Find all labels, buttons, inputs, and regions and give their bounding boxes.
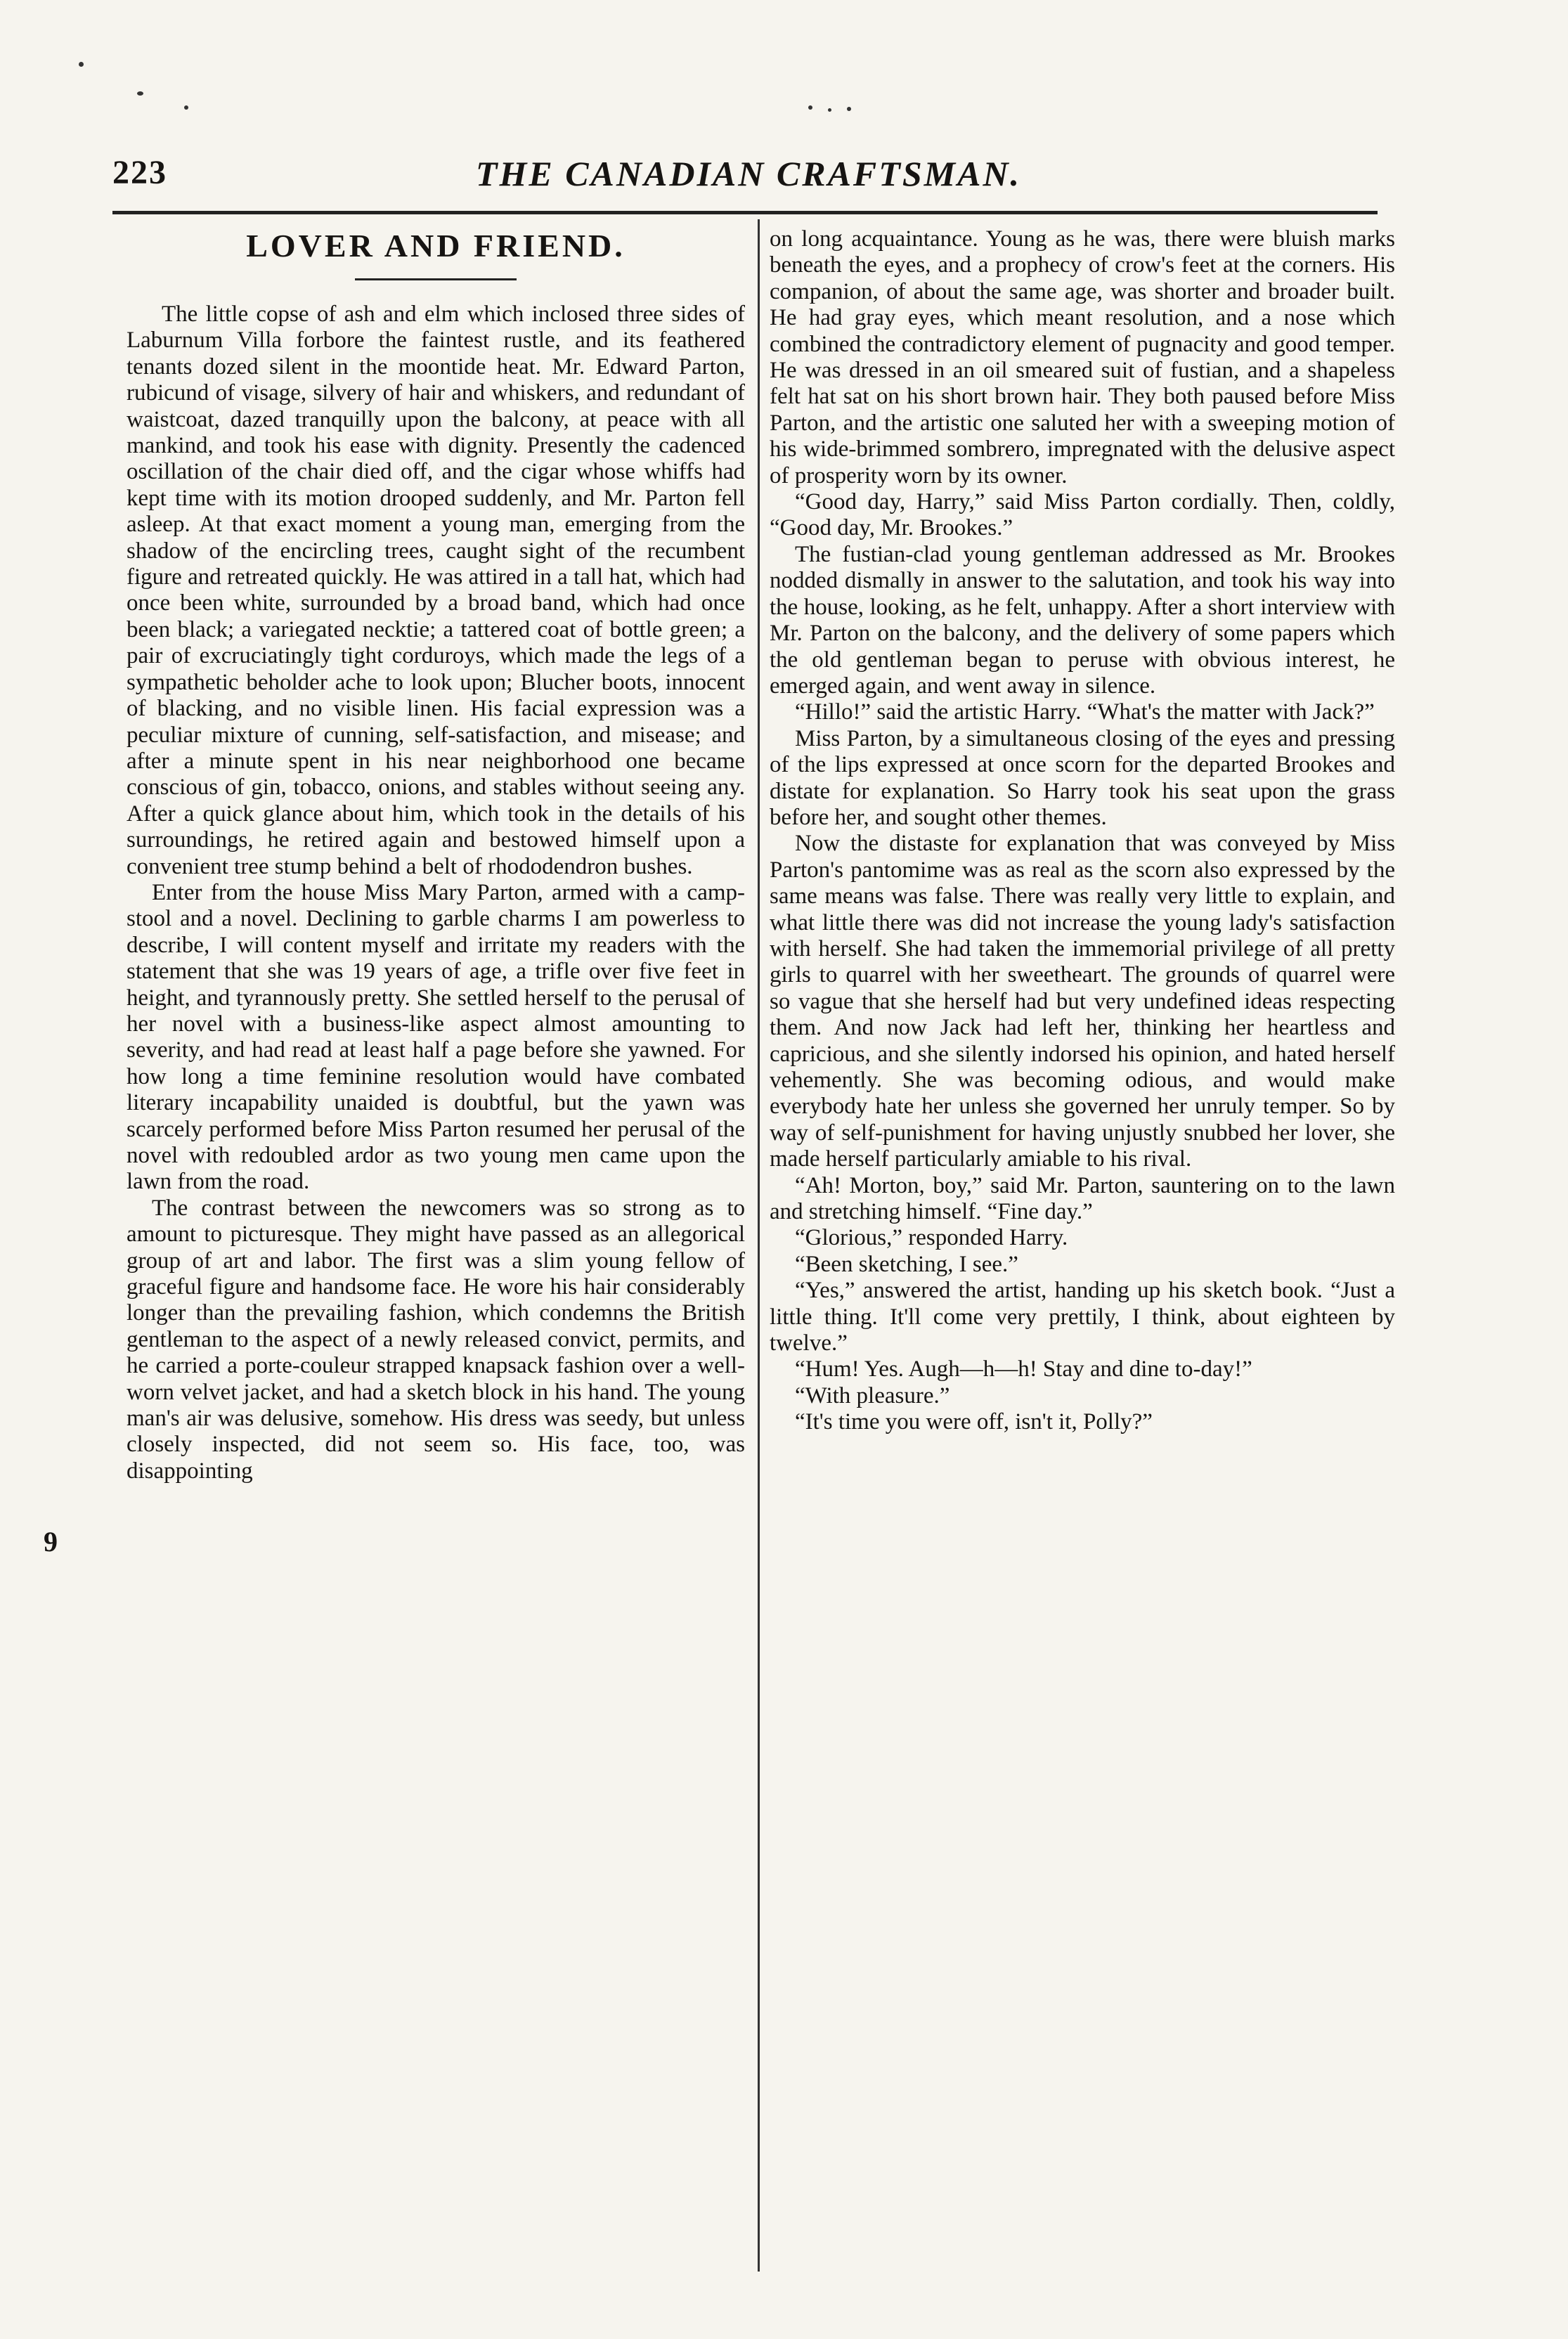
paragraph: “Ah! Morton, boy,” said Mr. Parton, sauntering on to the lawn and stretching himself. “Fine day.” [770,1172,1395,1225]
print-speck [137,91,143,96]
paragraph: “Good day, Harry,” said Miss Parton cordially. Then, coldly, “Good day, Mr. Brookes.” [770,489,1395,541]
paragraph: “Hum! Yes. Augh—h—h! Stay and dine to-day!” [795,1356,1252,1382]
print-speck [828,108,831,112]
title-rule [355,278,517,280]
paragraph: Miss Parton, by a simultaneous closing of the eyes and pressing of the lips expressed at once scorn for the departed Brookes and distate for explanation. So Harry took his seat upon the grass before her, and sought other themes. [770,725,1395,830]
print-speck [184,105,188,110]
paragraph: The little copse of ash and elm which inclosed three sides of Laburnum Villa forbore the faintest rustle, and its feathered tenants dozed silent in the moontide heat. Mr. Edward Parton, rubicund of visage, silvery of hair and whiskers, and redundant of waistcoat, dazed tranquilly upon the balcony, at peace with all mankind, and took his ease with dignity. Presently the cadenced oscillation of the chair died off, and the cigar whose whiffs had kept time with its motion drooped suddenly, and Mr. Parton fell asleep. At that exact moment a young man, emerging from the shadow of the encircling trees, caught sight of the recumbent figure and retreated quickly. He was attired in a tall hat, which had once been white, surrounded by a broad band, which had once been black; a variegated necktie; a tattered coat of bottle green; a pair of excruciatingly tight corduroys, which made the legs of a sympathetic beholder ache to look upon; Blucher boots, innocent of blacking, and no visible linen. His facial expression was a peculiar mixture of cunning, self-satisfaction, and misease; and after a minute spent in his near neighborhood one became conscious of gin, tobacco, onions, and stables without seeing any. After a quick glance about him, which took in the details of his surroundings, he retired again and bestowed himself upon a convenient tree stump behind a belt of rhododendron bushes. [127,302,745,879]
running-title: THE CANADIAN CRAFTSMAN. [475,154,1022,193]
paragraph: “Been sketching, I see.” [795,1251,1018,1277]
print-speck [79,62,84,67]
paragraph: “Hillo!” said the artistic Harry. “What's the matter with Jack?” [795,699,1375,725]
margin-mark: 9 [44,1526,58,1557]
paragraph: “Yes,” answered the artist, handing up his sketch book. “Just a little thing. It'll come very prettily, I think, about eighteen by twelve.” [770,1278,1395,1356]
paragraph: “With pleasure.” [795,1382,950,1408]
print-speck [808,105,812,110]
paragraph: Enter from the house Miss Mary Parton, armed with a camp-stool and a novel. Declining to garble charms I am powerless to describe, I will content myself and irritate my readers with the statement that she was 19 years of age, a trifle over five feet in height, and tyrannously pretty. She settled herself to the perusal of her novel with a business-like aspect almost amounting to severity, and had read at least half a page before she yawned. For how long a time feminine resolution would have combated literary incapability unaided is doubtful, but the yawn was scarcely performed before Miss Parton resumed her perusal of the novel with redoubled ardor as two young men came upon the lawn from the road. [127,879,745,1195]
paragraph: “It's time you were off, isn't it, Polly?” [795,1409,1153,1435]
paragraph: “Glorious,” responded Harry. [795,1225,1068,1251]
paragraph: on long acquaintance. Young as he was, there were bluish marks beneath the eyes, and a prophecy of crow's feet at the corners. His companion, of about the same age, was shorter and broader built. He had gray eyes, which meant resolution, and a nose which combined the contradictory element of pugnacity and good temper. He was dressed in an oil smeared suit of fustian, and a shapeless felt hat sat on his short brown hair. They both paused before Miss Parton, and the artistic one saluted her with a sweeping motion of his wide-brimmed sombrero, impregnated with the delusive aspect of prosperity worn by its owner. [770,226,1395,488]
paragraph: Now the distaste for explanation that was conveyed by Miss Parton's pantomime was as real as the scorn also expressed by the same means was false. There was really very little to explain, and what little there was did not increase the young lady's satisfaction with herself. She had taken the immemorial privilege of all pretty girls to quarrel with her sweetheart. The grounds of quarrel were so vague that she herself had but very undefined ideas respecting them. And now Jack had left her, thinking her heartless and capricious, and she silently indorsed his opinion, and hated herself vehemently. She was becoming odious, and would make everybody hate her unless she governed her unruly temper. So by way of self-punishment for having unjustly snubbed her lover, she made herself particularly amiable to his rival. [770,831,1395,1172]
page-header [112,153,1385,202]
column-divider [758,219,760,2272]
paragraph: The contrast between the newcomers was so strong as to amount to picturesque. They might have passed as an allegorical group of art and labor. The first was a slim young fellow of graceful figure and handsome face. He wore his hair considerably longer than the prevailing fashion, which condemns the British gentleman to the aspect of a newly released convict, permits, and he carried a porte-couleur strapped knapsack fashion over a well-worn velvet jacket, and had a sketch block in his hand. The young man's air was delusive, somehow. His dress was seedy, but unless closely inspected, did not seem so. His face, too, was disappointing [127,1195,745,1484]
left-column [127,226,745,2286]
right-column [770,226,1395,2286]
page-number: 223 [112,154,167,191]
header-rule [112,211,1378,214]
print-speck [847,107,851,111]
paragraph: The fustian-clad young gentleman addressed as Mr. Brookes nodded dismally in answer to the salutation, and took his way into the house, looking, as he felt, unhappy. After a short interview with Mr. Parton on the balcony, and the delivery of some papers which the old gentleman began to peruse with obvious interest, he emerged again, and went away in silence. [770,541,1395,699]
article-title: LOVER AND FRIEND. [246,228,626,264]
